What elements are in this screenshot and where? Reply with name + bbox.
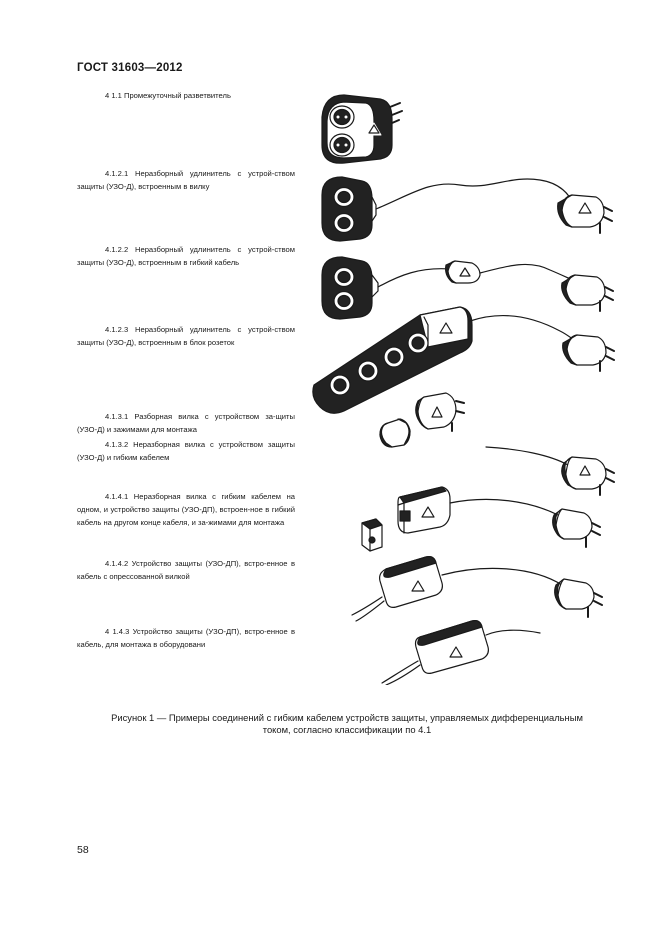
figure-caption bbox=[77, 712, 617, 736]
item-4-1-2-1: 4.1.2.1 Неразборный удлинитель с устрой-ством защиты (УЗО-Д), встроенным в вилку bbox=[77, 169, 295, 191]
caption-line-1: Рисунок 1 — Примеры соединений с гибким кабелем устройств защиты, управляемых дифференциальным bbox=[111, 712, 583, 723]
extension-rcd-cable-drawing bbox=[322, 257, 613, 319]
rcd-cable-moulded-plug-drawing bbox=[352, 557, 602, 621]
plug-rcd-cable-drawing bbox=[486, 447, 614, 495]
item-4-1-2-2: 4.1.2.2 Неразборный удлинитель с устрой-ством защиты (УЗО-Д), встроенным в гибкий кабель bbox=[77, 245, 295, 267]
caption-line-2: током, согласно классификации по 4.1 bbox=[262, 724, 432, 735]
item-4-1-4-3: 4 1.4.3 Устройство защиты (УЗО-ДП), встро-енное в кабель, для монтажа в оборудовани bbox=[77, 627, 295, 649]
item-4-1-2-3: 4.1.2.3 Неразборный удлинитель с устрой-ством защиты (УЗО-Д), встроенным в блок розеток bbox=[77, 325, 295, 347]
item-4-1-1: 4 1.1 Промежуточный разветвитель bbox=[105, 91, 231, 100]
extension-rcd-socket-block-drawing bbox=[313, 307, 614, 413]
plug-cable-rcd-terminals-drawing bbox=[362, 487, 600, 551]
item-4-1-3-2: 4.1.3.2 Неразборная вилка с устройством защиты (УЗО-Д) и гибким кабелем bbox=[77, 440, 295, 462]
extension-rcd-plug-drawing bbox=[322, 177, 612, 241]
figure-drawings bbox=[300, 85, 620, 685]
item-4-1-4-2: 4.1.4.2 Устройство защиты (УЗО-ДП), встро-енное в кабель с опрессованной вилкой bbox=[77, 559, 295, 581]
rcd-cable-equipment-drawing bbox=[382, 621, 540, 685]
page-number: 58 bbox=[77, 844, 89, 856]
document-header: ГОСТ 31603—2012 bbox=[77, 62, 183, 74]
item-4-1-3-1: 4.1.3.1 Разборная вилка с устройством за-щиты (УЗО-Д) и зажимами для монтажа bbox=[77, 412, 295, 434]
splitter-drawing bbox=[322, 95, 402, 163]
item-4-1-4-1: 4.1.4.1 Неразборная вилка с гибким кабелем на одном, и устройство защиты (УЗО-ДП), встроен-ное в гибкий кабель на другом конце кабеля, и за-жимами для монтажа bbox=[77, 492, 295, 527]
rewirable-plug-drawing bbox=[380, 393, 464, 447]
